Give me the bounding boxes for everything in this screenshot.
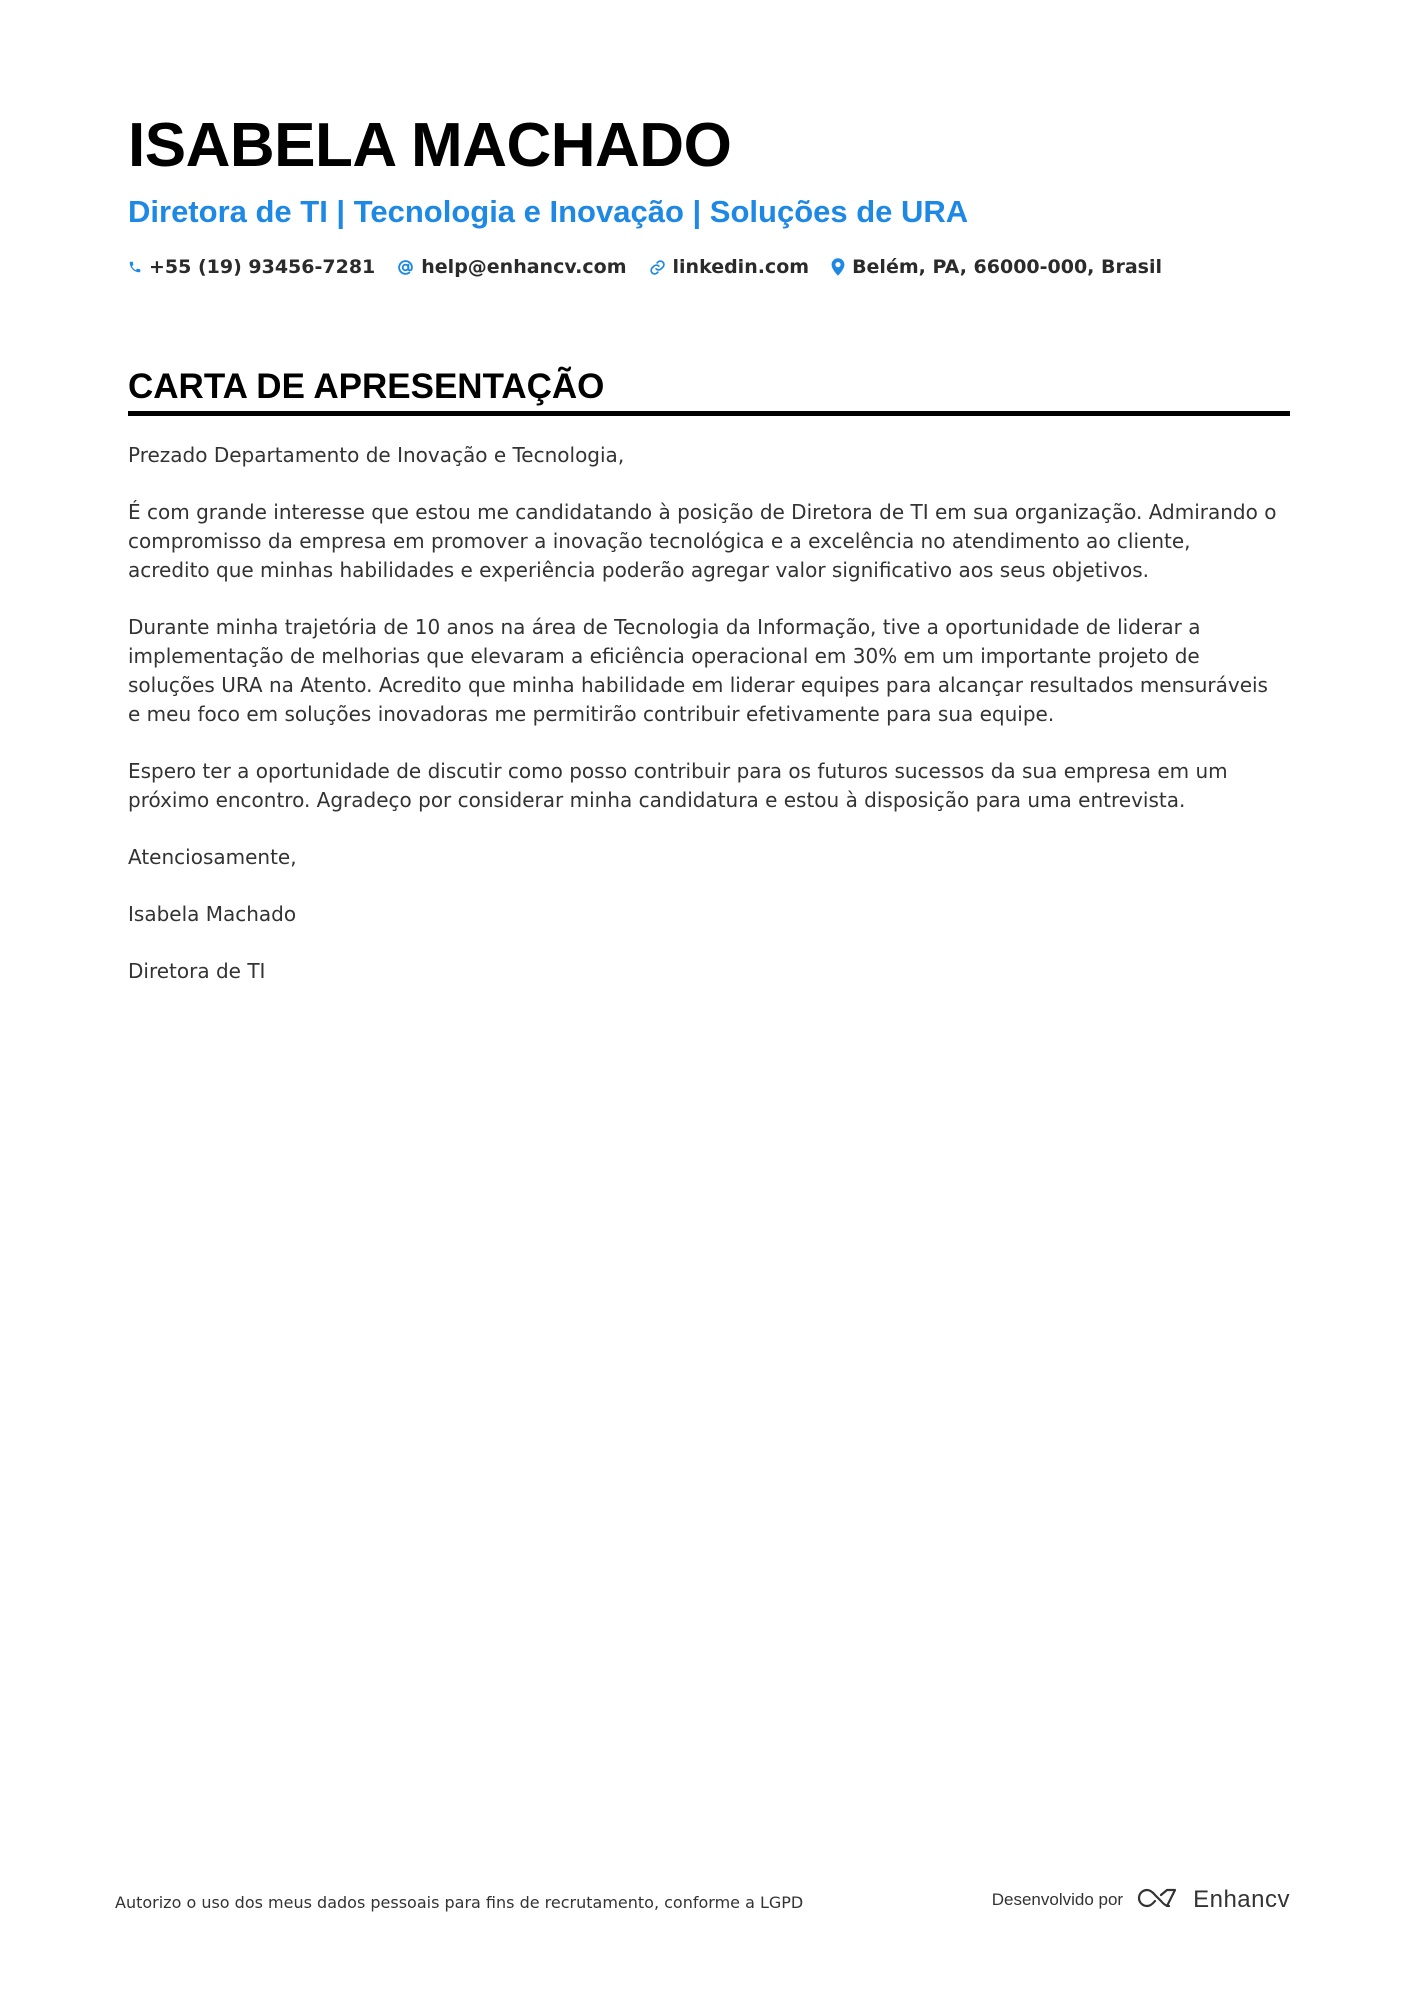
letter-body (128, 441, 1278, 1014)
location-text: Belém, PA, 66000-000, Brasil (852, 256, 1163, 278)
phone-text: +55 (19) 93456-7281 (149, 256, 376, 278)
letter-salutation: Prezado Departamento de Inovação e Tecnologia, (128, 443, 625, 467)
powered-by-label: Desenvolvido por (991, 1890, 1124, 1909)
powered-by[interactable] (992, 1886, 1290, 1914)
contact-email[interactable] (397, 256, 626, 278)
enhancv-logo-icon (1135, 1886, 1181, 1914)
phone-icon (128, 259, 142, 275)
location-pin-icon (831, 258, 845, 276)
consent-note: Autorizo o uso dos meus dados pessoais para fins de recrutamento, conforme a LGPD (115, 1893, 804, 1912)
signature-title: Diretora de TI (128, 959, 266, 983)
linkedin-text[interactable]: linkedin.com (672, 256, 810, 278)
letter-paragraph: É com grande interesse que estou me candidatando à posição de Diretora de TI em sua organização. Admirando o compromisso da empresa em promover a inovação tecnológica e a excelência no atendimento ao cliente, acredito que minhas habilidades e experiência poderão agregar valor significativo aos seus objetivos. (128, 500, 1277, 582)
letter-paragraph: Durante minha trajetória de 10 anos na área de Tecnologia da Informação, tive a oportunidade de liderar a implementação de melhorias que elevaram a eficiência operacional em 30% em um importante projeto de soluções URA na Atento. Acredito que minha habilidade em liderar equipes para alcançar resultados mensuráveis e meu foco em soluções inovadoras me permitirão contribuir efetivamente para sua equipe. (128, 615, 1268, 726)
signature-name: Isabela Machado (128, 902, 297, 926)
contact-linkedin[interactable] (649, 256, 810, 278)
email-text[interactable]: help@enhancv.com (421, 256, 627, 278)
letter-paragraph: Espero ter a oportunidade de discutir como posso contribuir para os futuros sucessos da sua empresa em um próximo encontro. Agradeço por considerar minha candidatura e estou à disposição para uma entrevista. (128, 759, 1228, 812)
contact-phone (128, 256, 375, 278)
at-icon (397, 259, 414, 276)
link-icon (649, 259, 666, 276)
candidate-name: ISABELA MACHADO (128, 111, 732, 180)
header (128, 110, 1288, 278)
contact-location (831, 256, 1162, 278)
letter-closing: Atenciosamente, (128, 845, 297, 869)
candidate-headline: Diretora de TI | Tecnologia e Inovação | Soluções de URA (128, 194, 969, 229)
contact-info (128, 256, 1288, 278)
brand-name: Enhancv (1193, 1886, 1290, 1913)
section-title: CARTA DE APRESENTAÇÃO (128, 367, 605, 406)
section-divider (128, 411, 1290, 416)
